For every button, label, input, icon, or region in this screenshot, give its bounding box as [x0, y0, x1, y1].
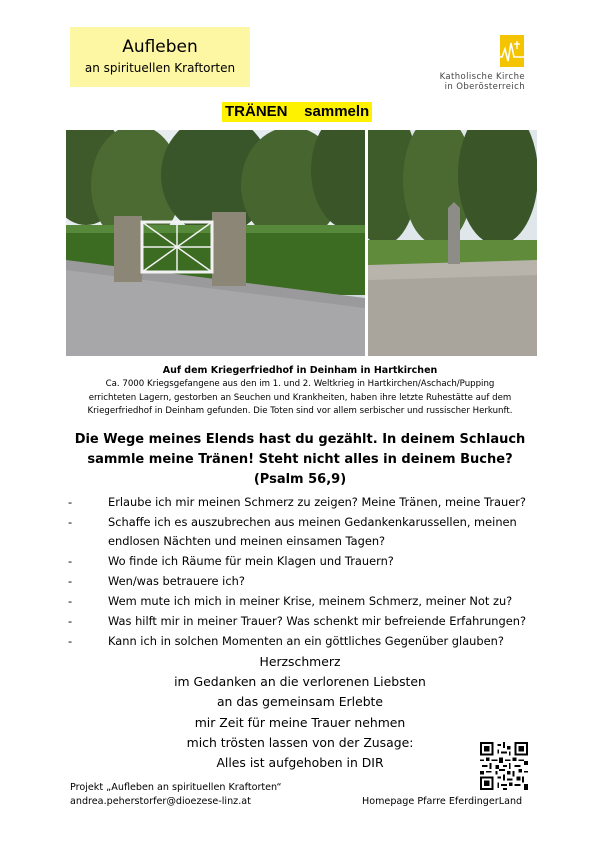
footer-homepage-link[interactable]: Homepage Pfarre EferdingerLand [362, 796, 523, 807]
list-bullet: - [68, 613, 73, 628]
caption-line: Kriegerfriedhof in Deinham gefunden. Die Toten sind vor allem serbischer und russischer Herkunft. [87, 406, 513, 416]
photo-caption-title: Auf dem Kriegerfriedhof in Deinham in Hartkirchen [162, 365, 438, 376]
cemetery-memorial-photo [368, 130, 537, 356]
qr-code-icon[interactable] [480, 742, 528, 790]
list-item [68, 592, 548, 611]
list-bullet: - [68, 514, 73, 529]
poem-line: mir Zeit für meine Trauer nehmen [194, 714, 406, 730]
psalm-line: Die Wege meines Elends hast du gezählt. In deinem Schlauch [74, 432, 526, 447]
caption-line: Ca. 7000 Kriegsgefangene aus den im 1. und 2. Weltkrieg in Hartkirchen/Aschach/Pupping [105, 379, 495, 389]
list-item-text: Was hilft mir in meiner Trauer? Was schenkt mir befreiende Erfahrungen? [108, 613, 527, 628]
logo-line-1: Katholische Kirche [439, 72, 525, 82]
list-item-text: Kann ich in solchen Momenten an ein göttliches Gegenüber glauben? [108, 633, 504, 648]
caption-line: errichteten Lagern, gestorben an Seuchen und Krankheiten, haben ihre letzte Ruhestätte auf dem [88, 392, 512, 403]
psalm-line: sammle meine Tränen! Steht nicht alles in deinem Buche? [87, 452, 513, 467]
page-title: TRÄNEN sammeln [222, 102, 372, 122]
poem-line: Herzschmerz [259, 654, 341, 669]
reflection-questions-list [68, 493, 548, 651]
list-item [68, 513, 548, 550]
list-item [68, 572, 548, 591]
footer-email-link[interactable]: andrea.peherstorfer@dioezese-linz.at [70, 796, 251, 807]
title-line-2: an spirituellen Kraftorten [84, 61, 236, 75]
logo-line-2: in Oberösterreich [444, 82, 525, 92]
list-bullet: - [68, 633, 73, 648]
logo-wordmark [385, 72, 525, 92]
list-item-text: Wo finde ich Räume für mein Klagen und Trauern? [108, 553, 394, 568]
poem [100, 652, 500, 773]
psalm-reference: (Psalm 56,9) [253, 472, 347, 487]
list-bullet: - [68, 593, 73, 608]
list-bullet: - [68, 553, 73, 568]
title-box [70, 27, 250, 87]
list-item [68, 612, 548, 631]
list-bullet: - [68, 573, 73, 588]
psalm-quote [50, 430, 550, 490]
cemetery-gate-photo [66, 130, 365, 356]
footer-project: Projekt „Aufleben an spirituellen Kraftorten“ [70, 782, 282, 793]
heartbeat-cross-logo-icon [490, 35, 524, 67]
title-line-1: Aufleben [122, 37, 198, 57]
list-item [68, 493, 548, 512]
list-item [68, 632, 548, 651]
poem-line: Alles ist aufgehoben in DIR [216, 755, 384, 771]
list-item-text: Wen/was betrauere ich? [108, 573, 245, 588]
list-item-text: Schaffe ich es auszubrechen aus meinen Gedankenkarussellen, meinen endlosen Nächten und meinen einsamen Tagen? [108, 514, 517, 548]
poem-line: mich trösten lassen von der Zusage: [186, 734, 414, 750]
list-bullet: - [68, 495, 73, 509]
photo-caption-body [60, 378, 540, 419]
poem-line: im Gedanken an die verlorenen Liebsten [174, 674, 426, 690]
list-item-text: Wem mute ich mich in meiner Krise, meinem Schmerz, meiner Not zu? [108, 593, 513, 608]
list-item [68, 552, 548, 571]
list-item-text: Erlaube ich mir meinen Schmerz zu zeigen? Meine Tränen, meine Trauer? [108, 495, 526, 509]
poem-line: an das gemeinsam Erlebte [216, 694, 384, 710]
